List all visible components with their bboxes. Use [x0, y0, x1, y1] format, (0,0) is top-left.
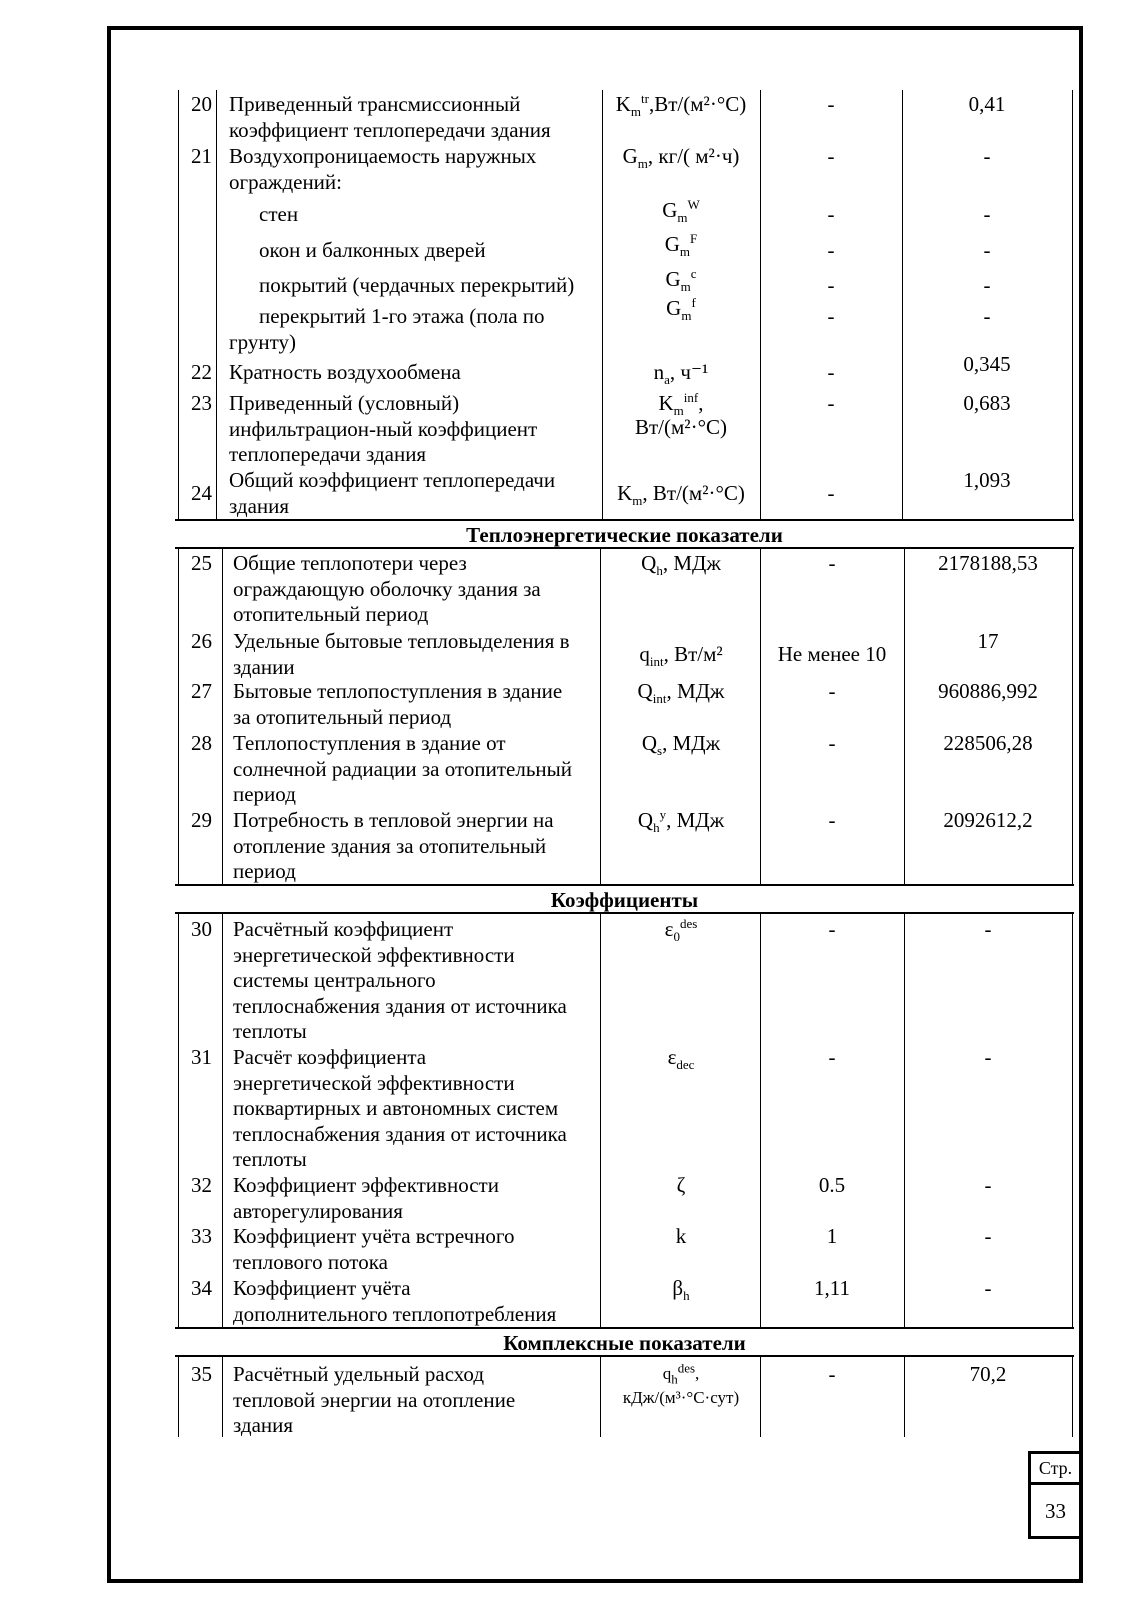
symbol-main: ζ	[676, 1173, 686, 1197]
row-symbol	[602, 359, 760, 388]
symbol-unit: ,	[695, 1364, 700, 1383]
row-requirement: -	[827, 238, 835, 262]
column-line	[760, 914, 761, 1327]
column-line	[1072, 914, 1073, 1327]
row-name-line: здании	[233, 654, 295, 679]
row-value: -	[984, 917, 992, 941]
row-symbol	[602, 1361, 760, 1387]
symbol-subscript: m	[680, 279, 691, 295]
row-name-line: коэффициент теплопередачи здания	[229, 117, 551, 142]
row-symbol	[602, 916, 760, 945]
symbol-main: G	[622, 144, 638, 168]
row-requirement: -	[828, 679, 836, 703]
column-line	[1072, 1357, 1073, 1437]
symbol-unit: , МДж	[666, 808, 725, 832]
symbol-subscript: s	[657, 743, 663, 759]
row-number: 30	[191, 917, 212, 941]
symbol-main: G	[665, 267, 681, 291]
symbol-main: G	[664, 232, 680, 256]
row-name-line: отопительный период	[233, 602, 429, 627]
section-line	[175, 1327, 1074, 1329]
column-line	[178, 549, 179, 884]
column-line	[904, 549, 905, 884]
row-value: 2178188,53	[938, 551, 1038, 575]
symbol-subscript: m	[632, 493, 643, 509]
row-name-line: Бытовые теплопоступления в здание	[233, 679, 563, 703]
row-name-line: Расчётный коэффициент	[233, 917, 454, 941]
column-line	[760, 549, 761, 884]
row-symbol	[602, 197, 760, 226]
symbol-superscript: W	[687, 197, 700, 212]
page-number-box	[1028, 1482, 1083, 1539]
row-number: 22	[191, 360, 212, 384]
row-name-line: за отопительный период	[233, 704, 452, 729]
row-symbol	[602, 1172, 760, 1198]
symbol-main: n	[653, 360, 665, 384]
column-line	[1072, 549, 1073, 884]
column-line	[216, 90, 217, 519]
row-symbol	[602, 550, 760, 579]
symbol-main: q	[662, 1364, 672, 1383]
row-requirement: 1,11	[814, 1276, 850, 1300]
section-line	[175, 547, 1074, 549]
row-symbol	[602, 730, 760, 759]
symbol-unit: , МДж	[666, 679, 725, 703]
row-name-line: инфильтрацион-ный коэффициент	[229, 416, 538, 441]
symbol-subscript: m	[681, 308, 692, 324]
row-name-line: Теплопоступления в здание от	[233, 731, 506, 755]
row-number: 35	[191, 1362, 212, 1386]
symbol-superscript: des	[677, 1360, 696, 1376]
symbol-subscript: m	[630, 104, 642, 120]
row-value: -	[984, 1224, 992, 1248]
row-name-line: ограждающую оболочку здания за	[233, 576, 541, 601]
row-value: 2092612,2	[943, 808, 1033, 832]
row-symbol	[602, 1275, 760, 1304]
row-name-line: здания	[229, 493, 290, 518]
row-number: 32	[191, 1173, 212, 1197]
column-line	[904, 914, 905, 1327]
row-number: 27	[191, 679, 212, 703]
symbol-main: Q	[641, 551, 657, 575]
symbol-superscript: inf	[683, 390, 699, 405]
row-name-line: покрытий (чердачных перекрытий)	[259, 273, 575, 297]
row-name-line: Приведенный (условный)	[229, 391, 460, 415]
row-name-line: отопление здания за отопительный	[233, 833, 547, 858]
symbol-superscript: y	[659, 807, 667, 822]
symbol-unit: , ч⁻¹	[669, 360, 709, 384]
row-name-line: теплоты	[233, 1019, 307, 1044]
row-requirement: -	[827, 304, 835, 328]
row-name-line: энергетической эффективности	[233, 1070, 515, 1095]
symbol-main: K	[617, 481, 633, 505]
row-value: 0,345	[963, 352, 1011, 376]
row-number: 29	[191, 808, 212, 832]
row-number: 23	[191, 391, 212, 415]
page-stamp-label-box	[1028, 1451, 1083, 1485]
row-value: 0,41	[968, 92, 1006, 116]
symbol-unit: , МДж	[662, 551, 721, 575]
row-value: -	[984, 1173, 992, 1197]
row-name-line: теплоты	[233, 1147, 307, 1172]
row-name-line: Удельные бытовые тепловыделения в	[233, 629, 570, 653]
row-name-line: теплопередачи здания	[229, 442, 427, 467]
column-line	[600, 914, 601, 1327]
row-number: 28	[191, 731, 212, 755]
row-value: 228506,28	[943, 731, 1033, 755]
row-name-line: дополнительного теплопотребления	[233, 1301, 557, 1326]
row-symbol	[602, 641, 760, 670]
symbol-main: Q	[637, 808, 654, 832]
row-name-line: авторегулирования	[233, 1198, 403, 1223]
symbol-unit: ,	[698, 391, 704, 415]
symbol-superscript: tr	[641, 91, 649, 106]
symbol-subscript: h	[656, 563, 663, 579]
row-number: 26	[191, 629, 212, 653]
row-requirement: 1	[826, 1224, 838, 1248]
row-symbol	[602, 1044, 760, 1073]
row-value: -	[983, 273, 991, 297]
symbol-main: K	[615, 92, 631, 116]
row-number: 20	[191, 92, 212, 116]
row-requirement: -	[827, 202, 835, 226]
symbol-subscript: m	[677, 210, 688, 226]
row-name-line: перекрытий 1-го этажа (пола по	[259, 304, 545, 328]
symbol-subscript: h	[653, 820, 660, 836]
row-symbol	[602, 143, 760, 172]
row-requirement: -	[828, 917, 836, 941]
row-symbol	[602, 390, 760, 419]
row-name-line: период	[233, 859, 296, 884]
row-name-line: грунту)	[229, 329, 296, 354]
row-requirement: -	[827, 273, 835, 297]
column-line	[600, 1357, 601, 1437]
symbol-main: k	[675, 1224, 687, 1248]
row-value: -	[983, 202, 991, 226]
symbol-subscript: a	[664, 372, 670, 388]
row-number: 25	[191, 551, 212, 575]
row-symbol	[602, 807, 760, 836]
row-value: 17	[977, 629, 999, 653]
row-name-line: энергетической эффективности	[233, 942, 515, 967]
page-number: 33	[1045, 1499, 1066, 1523]
row-name-line: Общий коэффициент теплопередачи	[229, 468, 556, 492]
row-requirement: Не менее 10	[777, 642, 887, 666]
symbol-main: K	[658, 391, 674, 415]
row-requirement: -	[828, 808, 836, 832]
symbol-superscript: des	[679, 916, 698, 931]
row-name-line: Потребность в тепловой энергии на	[233, 808, 554, 832]
symbol-subscript: h	[683, 1288, 690, 1304]
symbol-subscript: dec	[676, 1057, 695, 1073]
row-value: -	[984, 1276, 992, 1300]
symbol-unit: , Вт/(м²·°С)	[642, 481, 745, 505]
row-symbol	[602, 480, 760, 509]
symbol-main: ε	[664, 917, 674, 941]
row-name-line: Расчётный удельный расход	[233, 1362, 485, 1386]
symbol-superscript: c	[690, 266, 697, 281]
row-symbol	[602, 91, 760, 120]
row-requirement: 0.5	[818, 1173, 846, 1197]
row-symbol	[602, 266, 760, 295]
row-name-line: системы центрального	[233, 968, 436, 993]
symbol-subscript: m	[637, 156, 648, 172]
row-number: 31	[191, 1045, 212, 1069]
row-value: 0,683	[963, 391, 1011, 415]
row-name-line: теплоснабжения здания от источника	[233, 993, 567, 1018]
symbol-unit: , МДж	[662, 731, 721, 755]
row-name-line: Общие теплопотери через	[233, 551, 467, 575]
row-name-line: Коэффициент учёта	[233, 1276, 411, 1300]
row-requirement: -	[827, 391, 835, 415]
row-name-line: Воздухопроницаемость наружных	[229, 144, 537, 168]
row-name-line: ограждений:	[229, 169, 342, 194]
row-number: 33	[191, 1224, 212, 1248]
column-line	[222, 549, 223, 884]
symbol-main: β	[672, 1276, 684, 1300]
row-requirement: -	[827, 360, 835, 384]
row-name-line: Расчёт коэффициента	[233, 1045, 427, 1069]
row-value: 1,093	[963, 468, 1011, 492]
symbol-subscript: h	[671, 1371, 678, 1387]
column-line	[178, 914, 179, 1327]
row-name-line: тепловой энергии на отопление	[233, 1387, 516, 1412]
section-line	[175, 1355, 1074, 1357]
row-requirement: -	[827, 481, 835, 505]
row-name-line: Коэффициент эффективности	[233, 1173, 499, 1197]
column-line	[1072, 90, 1073, 519]
section-line	[175, 884, 1074, 886]
page-stamp-label: Стр.	[1038, 1458, 1073, 1478]
symbol-subscript: 0	[673, 929, 680, 945]
row-symbol-unit: Вт/(м²·°С)	[635, 415, 727, 439]
row-number: 21	[191, 144, 212, 168]
row-value: -	[984, 1045, 992, 1069]
row-name-line: стен	[259, 202, 299, 226]
symbol-unit: , Вт/м²	[663, 642, 723, 666]
symbol-unit: ,Вт/(м²·°С)	[649, 92, 747, 116]
symbol-subscript: m	[673, 403, 684, 419]
symbol-unit: , кг/( м²·ч)	[647, 144, 740, 168]
row-symbol	[602, 231, 760, 260]
row-name-line: Приведенный трансмиссионный	[229, 92, 521, 116]
row-name-line: здания	[233, 1413, 294, 1438]
section-heading: Теплоэнергетические показатели	[466, 523, 783, 547]
row-name-line: период	[233, 782, 296, 807]
row-value: -	[983, 144, 991, 168]
row-name-line: теплового потока	[233, 1249, 388, 1274]
symbol-main: Q	[637, 679, 653, 703]
row-requirement: -	[828, 551, 836, 575]
row-name-line: теплоснабжения здания от источника	[233, 1121, 567, 1146]
symbol-subscript: int	[652, 691, 667, 707]
symbol-main: G	[666, 296, 682, 320]
symbol-superscript: f	[691, 295, 696, 310]
row-number: 34	[191, 1276, 212, 1300]
section-heading: Коэффициенты	[550, 888, 699, 912]
row-name-line: солнечной радиации за отопительный	[233, 756, 572, 781]
row-symbol	[602, 678, 760, 707]
row-name-line: окон и балконных дверей	[259, 238, 486, 262]
row-name-line: Коэффициент учёта встречного	[233, 1224, 515, 1248]
row-requirement: -	[827, 144, 835, 168]
section-line	[175, 912, 1074, 914]
symbol-subscript: m	[679, 244, 691, 260]
row-name-line: Кратность воздухообмена	[229, 360, 461, 384]
symbol-main: ε	[667, 1045, 677, 1069]
row-requirement: -	[828, 1362, 836, 1386]
row-value: -	[983, 304, 991, 328]
row-number: 24	[191, 481, 212, 505]
row-value: 960886,992	[938, 679, 1038, 703]
column-line	[600, 549, 601, 884]
column-line	[222, 914, 223, 1327]
row-value: -	[983, 238, 991, 262]
symbol-main: G	[662, 198, 678, 222]
row-symbol	[602, 295, 760, 324]
symbol-main: Q	[641, 731, 658, 755]
row-requirement: -	[828, 1045, 836, 1069]
section-heading: Комплексные показатели	[503, 1331, 746, 1355]
column-line	[222, 1357, 223, 1437]
row-requirement: -	[827, 92, 835, 116]
row-symbol-unit: кДж/(м³·°С·сут)	[622, 1388, 740, 1407]
row-value: 70,2	[969, 1362, 1007, 1386]
row-symbol	[602, 1223, 760, 1249]
symbol-main: q	[639, 642, 650, 666]
row-name-line: поквартирных и автономных систем	[233, 1096, 559, 1121]
symbol-superscript: F	[690, 231, 698, 246]
symbol-subscript: int	[649, 654, 664, 670]
row-requirement: -	[828, 731, 836, 755]
section-line	[175, 519, 1074, 521]
